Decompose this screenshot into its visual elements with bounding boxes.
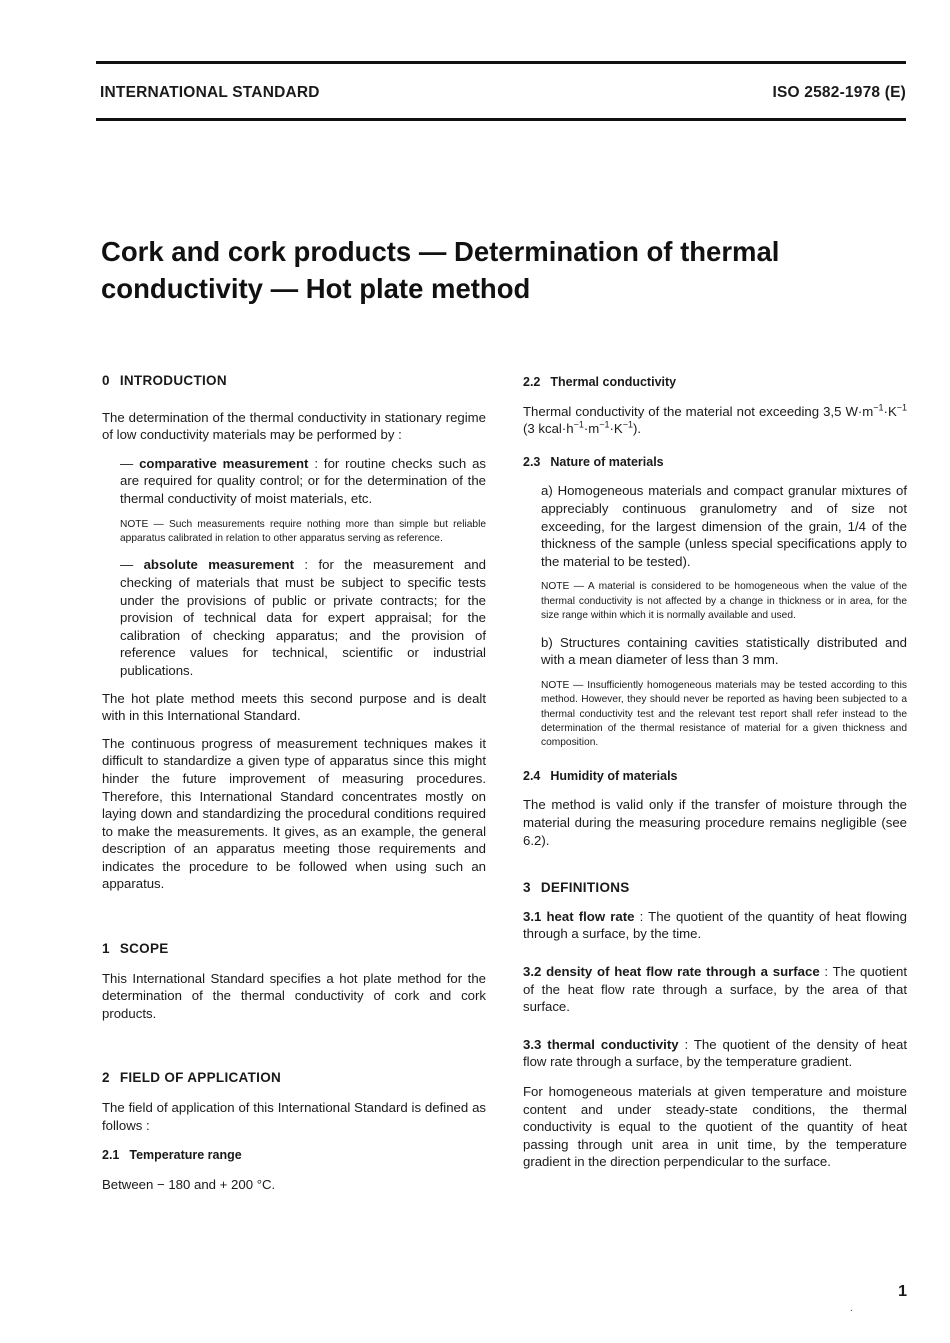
definition-3-1: 3.1 heat flow rate : The quotient of the quantity of heat flowing through a surface, by the time. <box>523 908 907 942</box>
term-density-heat-flow: density of heat flow rate through a surface <box>546 963 820 979</box>
thermal-conductivity-range-text: Thermal conductivity of the material not exceeding 3,5 $W\cdot m^{-1}\cdot K^{-1}$ (3 $kcal\cdot h^{-1}\cdot m^{-1}\cdot K^{-1}$). <box>523 402 907 437</box>
materials-note-2: NOTE — Insufficiently homogeneous materials may be tested according to this method. However, they should never be reported as having been subjected to a thermal conductivity test and the relevant test report shall refer instead to the determination of the thermal resistance of material for a given thickness and composition. <box>541 679 907 749</box>
intro-paragraph-2: The hot plate method meets this second purpose and is dealt with in this International Standard. <box>102 690 486 724</box>
term-absolute-measurement: absolute measurement <box>143 557 294 573</box>
section-2-4-heading: 2.4 Humidity of materials <box>523 768 678 783</box>
term-comparative-measurement: comparative measurement <box>139 455 309 471</box>
scope-paragraph: This International Standard specifies a hot plate method for the determination of the thermal conductivity of cork and cork products. <box>102 970 486 1021</box>
right-column <box>523 372 907 1171</box>
section-1-heading: 1 SCOPE <box>102 941 169 957</box>
intro-item-absolute: — absolute measurement : for the measurement and checking of materials that must be subject to specific tests under the provisions of public or private contracts; for the provision of technical data for expert appraisal; for the calibration of checking apparatus; and the provision of reference values for technical, scientific or industrial publications. <box>120 557 486 678</box>
title-line-1: Cork and cork products — Determination of thermal <box>101 236 780 267</box>
left-column <box>102 372 486 1193</box>
section-0-heading: 0 INTRODUCTION <box>102 373 227 388</box>
header-standard-number: ISO 2582-1978 (E) <box>772 84 906 101</box>
section-2-3-heading: 2.3 Nature of materials <box>523 454 664 469</box>
humidity-text: The method is valid only if the transfer of moisture through the material during the measuring procedure remains negligible (see 6.2). <box>523 797 907 848</box>
intro-paragraph-3: The continuous progress of measurement techniques makes it difficult to standardize a given type of apparatus since this might hinder the future improvement of measuring procedures. Therefore, this International Standard concentrates mostly on laying down and standardizing the procedural conditions required to make the measurements. It gives, as an example, the general description of an apparatus meeting those requirements and indicates the procedure to be followed when using such an apparatus. <box>102 735 486 892</box>
section-2-1-heading: 2.1 Temperature range <box>102 1148 242 1163</box>
header-standard-label: INTERNATIONAL STANDARD <box>100 84 320 101</box>
intro-item-comparative: — comparative measurement : for routine checks such as are required for quality control; or for the determination of the thermal conductivity of moist materials, etc. <box>120 455 487 506</box>
document-title <box>101 233 881 307</box>
intro-note-1: NOTE — Such measurements require nothing more than simple but reliable apparatus calibrated in relation to other apparatus serving as reference. <box>120 518 486 544</box>
page-number: 1 <box>898 1283 907 1300</box>
definition-paragraph: For homogeneous materials at given temperature and moisture content and under steady-state conditions, the thermal conductivity is equal to the quotient of the quantity of heat passing through unit area in unit time, by the temperature gradient in the direction perpendicular to the surface. <box>523 1083 907 1170</box>
term-heat-flow-rate: heat flow rate <box>546 908 635 924</box>
section-2-2-heading: 2.2 Thermal conductivity <box>523 375 677 389</box>
header-rule-bottom <box>96 118 906 121</box>
definition-3-3: 3.3 thermal conductivity : The quotient of the density of heat flow rate through a surface, by the temperature gradient. <box>523 1036 907 1070</box>
header-rule-top <box>96 61 906 64</box>
intro-paragraph-1: The determination of the thermal conductivity in stationary regime of low conductivity materials may be performed by : <box>102 409 486 443</box>
field-paragraph: The field of application of this International Standard is defined as follows : <box>102 1100 486 1133</box>
section-3-heading: 3 DEFINITIONS <box>523 880 630 896</box>
definition-3-2: 3.2 density of heat flow rate through a surface : The quotient of the heat flow rate through a surface, by the area of that surface. <box>523 963 907 1015</box>
materials-item-b: b) Structures containing cavities statistically distributed and with a mean diameter of less than 3 mm. <box>541 634 907 668</box>
temperature-range-text: Between − 180 and + 200 °C. <box>102 1176 276 1192</box>
section-2-heading: 2 FIELD OF APPLICATION <box>102 1070 282 1086</box>
materials-note-1: NOTE — A material is considered to be homogeneous when the value of the thermal conductivity is not affected by a change in thickness or in area, for the size range within which it is normally available and used. <box>541 581 907 622</box>
title-line-2: conductivity — Hot plate method <box>101 273 531 304</box>
footer-mark: . <box>850 1303 853 1314</box>
term-thermal-conductivity: thermal conductivity <box>547 1036 679 1052</box>
materials-item-a: a) Homogeneous materials and compact granular mixtures of appreciably continuous granulometry and of size not exceeding, for the largest dimension of the grain, 1/4 of the thickness of the sample (unless special specifications apply to the material to be tested). <box>541 483 907 569</box>
